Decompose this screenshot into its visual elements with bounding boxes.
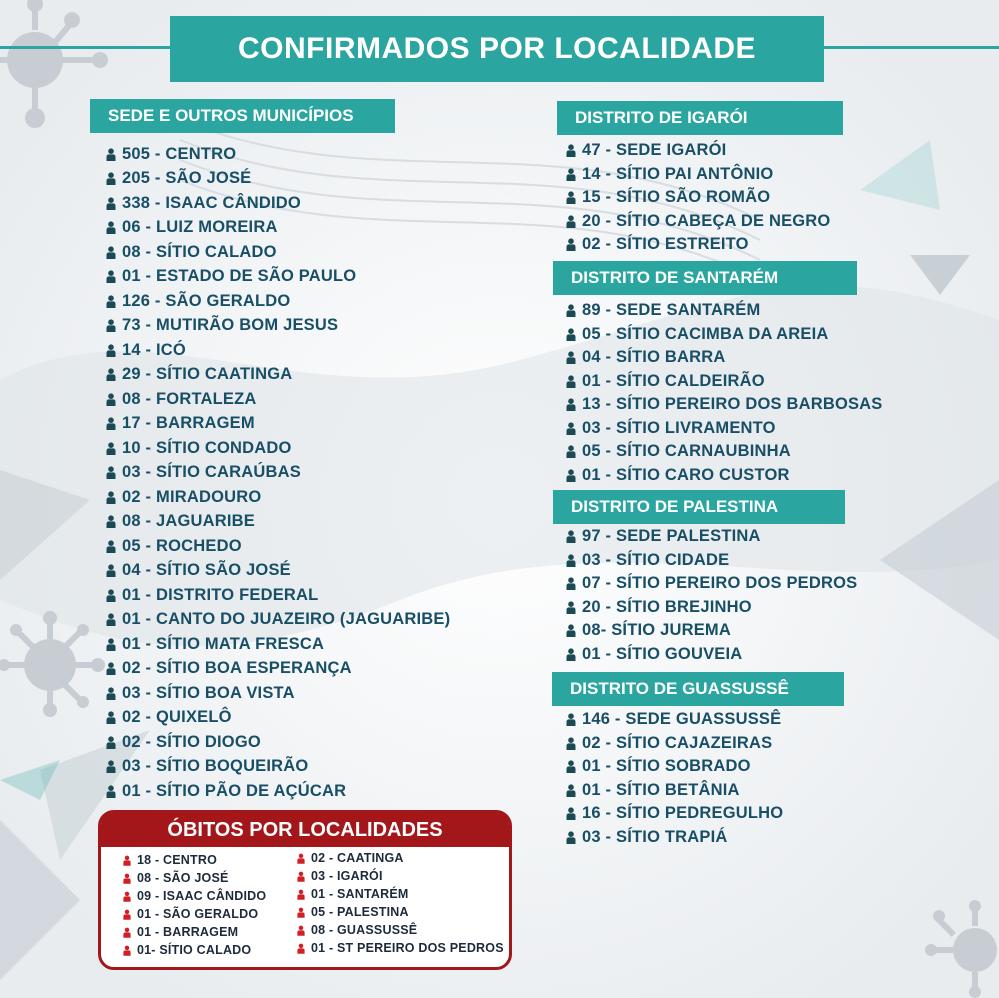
person-icon	[106, 344, 116, 357]
list-item	[106, 755, 450, 780]
list-item-label: 07 - SÍTIO PEREIRO DOS PEDROS	[582, 574, 858, 593]
list-item-label: 03 - SÍTIO CIDADE	[582, 550, 730, 569]
person-icon	[566, 238, 576, 251]
person-icon	[123, 855, 131, 866]
list-item-label: 47 - SEDE IGARÓI	[582, 141, 727, 160]
list-item-label: 73 - MUTIRÃO BOM JESUS	[122, 316, 339, 335]
section-header-palestina: DISTRITO DE PALESTINA	[553, 490, 845, 524]
list-item	[566, 440, 883, 464]
list-item	[106, 583, 450, 608]
list-item	[106, 216, 450, 241]
list-item-label: 97 - SEDE PALESTINA	[582, 527, 761, 546]
list-item	[297, 903, 504, 921]
title-line-left	[0, 46, 172, 49]
list-item-label: 02 - SÍTIO ESTREITO	[582, 235, 749, 254]
list-item-label: 08 - FORTALEZA	[122, 389, 257, 408]
list-item	[566, 233, 830, 257]
section-header-sede: SEDE E OUTROS MUNICÍPIOS	[90, 99, 395, 133]
person-icon	[566, 215, 576, 228]
list-item	[566, 549, 857, 573]
person-icon	[123, 891, 131, 902]
list-item-label: 04 - SÍTIO SÃO JOSÉ	[122, 561, 291, 580]
list-item-label: 18 - CENTRO	[137, 853, 217, 867]
list-item-label: 02 - QUIXELÔ	[122, 708, 232, 727]
list-item-label: 02 - SÍTIO BOA ESPERANÇA	[122, 659, 352, 678]
list-item-label: 505 - CENTRO	[122, 144, 237, 163]
list-item-label: 05 - PALESTINA	[311, 905, 409, 919]
person-icon	[566, 624, 576, 637]
person-icon	[106, 295, 116, 308]
person-icon	[566, 554, 576, 567]
virus-icon	[0, 610, 110, 720]
list-item-label: 06 - LUIZ MOREIRA	[122, 218, 278, 237]
list-item	[106, 142, 450, 167]
list-item-label: 01- SÍTIO CALADO	[137, 943, 252, 957]
list-item-label: 08 - SÍTIO CALADO	[122, 242, 277, 261]
list-item-label: 29 - SÍTIO CAATINGA	[122, 365, 293, 384]
person-icon	[566, 577, 576, 590]
list-item-label: 01 - SANTARÉM	[311, 887, 409, 901]
list-item-label: 02 - MIRADOURO	[122, 487, 262, 506]
list-item-label: 02 - SÍTIO DIOGO	[122, 732, 261, 751]
page-title: CONFIRMADOS POR LOCALIDADE	[170, 16, 824, 82]
list-item	[123, 941, 266, 959]
list-item-label: 03 - SÍTIO BOQUEIRÃO	[122, 757, 309, 776]
list-item	[106, 706, 450, 731]
person-icon	[106, 785, 116, 798]
list-item	[566, 323, 883, 347]
list-item-label: 03 - IGARÓI	[311, 869, 383, 883]
section-header-santarem: DISTRITO DE SANTARÉM	[553, 261, 857, 295]
list-item	[297, 921, 504, 939]
list-item	[106, 191, 450, 216]
list-item	[566, 619, 857, 643]
person-icon	[297, 853, 305, 864]
list-item	[106, 265, 450, 290]
person-icon	[106, 466, 116, 479]
obitos-box	[98, 810, 512, 970]
list-item	[123, 851, 266, 869]
list-item-label: 15 - SÍTIO SÃO ROMÃO	[582, 188, 771, 207]
list-item-label: 05 - ROCHEDO	[122, 536, 242, 555]
list-item	[106, 632, 450, 657]
list-item	[123, 869, 266, 887]
list-item-label: 01 - BARRAGEM	[137, 925, 239, 939]
list-item	[566, 186, 830, 210]
list-item	[106, 534, 450, 559]
list-item	[566, 732, 783, 756]
list-item-label: 03 - SÍTIO TRAPIÁ	[582, 827, 728, 846]
person-icon	[106, 760, 116, 773]
title-line-right	[822, 46, 999, 49]
list-item-label: 10 - SÍTIO CONDADO	[122, 438, 292, 457]
person-icon	[106, 393, 116, 406]
list-item	[566, 393, 883, 417]
list-item-label: 01 - SÃO GERALDO	[137, 907, 259, 921]
virus-icon	[925, 900, 999, 998]
list-item	[297, 885, 504, 903]
list-item	[106, 559, 450, 584]
list-item	[566, 596, 857, 620]
list-item-label: 08 - GUASSUSSÊ	[311, 923, 418, 937]
person-icon	[566, 760, 576, 773]
person-icon	[566, 328, 576, 341]
list-item-label: 01 - SÍTIO MATA FRESCA	[122, 634, 325, 653]
list-item-label: 146 - SEDE GUASSUSSÊ	[582, 710, 782, 729]
section-header-guassusse: DISTRITO DE GUASSUSSÊ	[552, 672, 844, 706]
list-item-label: 05 - SÍTIO CACIMBA DA AREIA	[582, 324, 829, 343]
list-item-label: 04 - SÍTIO BARRA	[582, 348, 726, 367]
list-guassusse	[566, 708, 783, 849]
person-icon	[566, 445, 576, 458]
list-item	[566, 417, 883, 441]
list-item-label: 16 - SÍTIO PEDREGULHO	[582, 804, 784, 823]
list-igaroi	[566, 139, 830, 257]
person-icon	[566, 530, 576, 543]
list-item-label: 08 - SÃO JOSÉ	[137, 871, 229, 885]
list-item-label: 02 - CAATINGA	[311, 851, 404, 865]
person-icon	[106, 687, 116, 700]
list-item-label: 03 - SÍTIO LIVRAMENTO	[582, 418, 776, 437]
list-item	[566, 755, 783, 779]
list-item-label: 08- SÍTIO JUREMA	[582, 621, 731, 640]
list-item	[106, 412, 450, 437]
person-icon	[106, 319, 116, 332]
list-item	[297, 939, 504, 957]
list-item-label: 14 - ICÓ	[122, 340, 186, 359]
person-icon	[106, 662, 116, 675]
list-item	[123, 923, 266, 941]
list-item	[566, 370, 883, 394]
list-item	[566, 299, 883, 323]
list-item	[123, 887, 266, 905]
person-icon	[123, 927, 131, 938]
list-item-label: 01 - SÍTIO CALDEIRÃO	[582, 371, 765, 390]
list-item	[566, 572, 857, 596]
person-icon	[106, 246, 116, 259]
person-icon	[106, 589, 116, 602]
list-item	[106, 608, 450, 633]
section-header-igaroi: DISTRITO DE IGARÓI	[557, 101, 843, 135]
person-icon	[106, 148, 116, 161]
person-icon	[566, 648, 576, 661]
person-icon	[106, 172, 116, 185]
list-item	[566, 139, 830, 163]
list-item	[106, 681, 450, 706]
list-sede	[106, 142, 450, 804]
list-item	[106, 363, 450, 388]
list-item	[106, 314, 450, 339]
list-item-label: 09 - ISAAC CÂNDIDO	[137, 889, 267, 903]
list-item-label: 126 - SÃO GERALDO	[122, 291, 291, 310]
list-item	[106, 338, 450, 363]
list-item-label: 338 - ISAAC CÂNDIDO	[122, 193, 301, 212]
list-item-label: 20 - SÍTIO CABEÇA DE NEGRO	[582, 211, 831, 230]
list-item	[123, 905, 266, 923]
list-item	[106, 730, 450, 755]
list-item-label: 13 - SÍTIO PEREIRO DOS BARBOSAS	[582, 395, 883, 414]
list-item-label: 01 - SÍTIO GOUVEIA	[582, 644, 743, 663]
list-item	[566, 802, 783, 826]
list-item-label: 17 - BARRAGEM	[122, 414, 255, 433]
list-item	[566, 779, 783, 803]
list-item	[566, 163, 830, 187]
list-item-label: 05 - SÍTIO CARNAUBINHA	[582, 442, 791, 461]
person-icon	[566, 601, 576, 614]
person-icon	[106, 221, 116, 234]
list-item-label: 01 - SÍTIO BETÂNIA	[582, 780, 740, 799]
person-icon	[566, 191, 576, 204]
list-item	[566, 525, 857, 549]
list-item	[106, 436, 450, 461]
obitos-list-left	[123, 851, 266, 959]
list-item	[106, 779, 450, 804]
person-icon	[566, 375, 576, 388]
person-icon	[106, 736, 116, 749]
person-icon	[297, 925, 305, 936]
list-item-label: 01 - ESTADO DE SÃO PAULO	[122, 267, 357, 286]
person-icon	[297, 943, 305, 954]
list-item	[566, 708, 783, 732]
person-icon	[566, 737, 576, 750]
person-icon	[566, 469, 576, 482]
person-icon	[123, 873, 131, 884]
list-santarem	[566, 299, 883, 487]
person-icon	[106, 417, 116, 430]
list-item	[566, 643, 857, 667]
list-item	[106, 657, 450, 682]
person-icon	[106, 540, 116, 553]
list-item	[106, 461, 450, 486]
person-icon	[566, 168, 576, 181]
obitos-list-right	[297, 849, 504, 957]
list-item	[566, 826, 783, 850]
list-item-label: 01 - CANTO DO JUAZEIRO (JAGUARIBE)	[122, 610, 451, 629]
list-item	[566, 464, 883, 488]
person-icon	[106, 368, 116, 381]
person-icon	[566, 144, 576, 157]
person-icon	[566, 351, 576, 364]
list-item-label: 89 - SEDE SANTARÉM	[582, 301, 761, 320]
list-item	[566, 210, 830, 234]
person-icon	[106, 197, 116, 210]
list-item-label: 01 - DISTRITO FEDERAL	[122, 585, 319, 604]
person-icon	[123, 945, 131, 956]
list-item-label: 20 - SÍTIO BREJINHO	[582, 597, 752, 616]
person-icon	[566, 422, 576, 435]
person-icon	[106, 711, 116, 724]
list-item-label: 14 - SÍTIO PAI ANTÔNIO	[582, 164, 774, 183]
obitos-title: ÓBITOS POR LOCALIDADES	[101, 813, 509, 847]
person-icon	[566, 784, 576, 797]
person-icon	[297, 907, 305, 918]
list-item-label: 205 - SÃO JOSÉ	[122, 169, 252, 188]
list-item-label: 01 - ST PEREIRO DOS PEDROS	[311, 941, 504, 955]
list-palestina	[566, 525, 857, 666]
person-icon	[566, 398, 576, 411]
person-icon	[106, 491, 116, 504]
list-item	[106, 510, 450, 535]
list-item	[106, 167, 450, 192]
list-item-label: 01 - SÍTIO CARO CUSTOR	[582, 465, 790, 484]
list-item	[297, 867, 504, 885]
person-icon	[106, 613, 116, 626]
person-icon	[566, 713, 576, 726]
list-item	[106, 240, 450, 265]
list-item-label: 03 - SÍTIO BOA VISTA	[122, 683, 295, 702]
list-item	[106, 485, 450, 510]
list-item	[566, 346, 883, 370]
list-item-label: 02 - SÍTIO CAJAZEIRAS	[582, 733, 773, 752]
person-icon	[106, 564, 116, 577]
person-icon	[106, 442, 116, 455]
person-icon	[297, 889, 305, 900]
person-icon	[106, 270, 116, 283]
person-icon	[123, 909, 131, 920]
list-item	[106, 289, 450, 314]
list-item	[297, 849, 504, 867]
person-icon	[106, 515, 116, 528]
person-icon	[566, 807, 576, 820]
list-item-label: 01 - SÍTIO PÃO DE AÇÚCAR	[122, 781, 347, 800]
list-item-label: 03 - SÍTIO CARAÚBAS	[122, 463, 301, 482]
list-item	[106, 387, 450, 412]
person-icon	[566, 831, 576, 844]
person-icon	[297, 871, 305, 882]
list-item-label: 01 - SÍTIO SOBRADO	[582, 757, 751, 776]
person-icon	[566, 304, 576, 317]
person-icon	[106, 638, 116, 651]
list-item-label: 08 - JAGUARIBE	[122, 512, 255, 531]
